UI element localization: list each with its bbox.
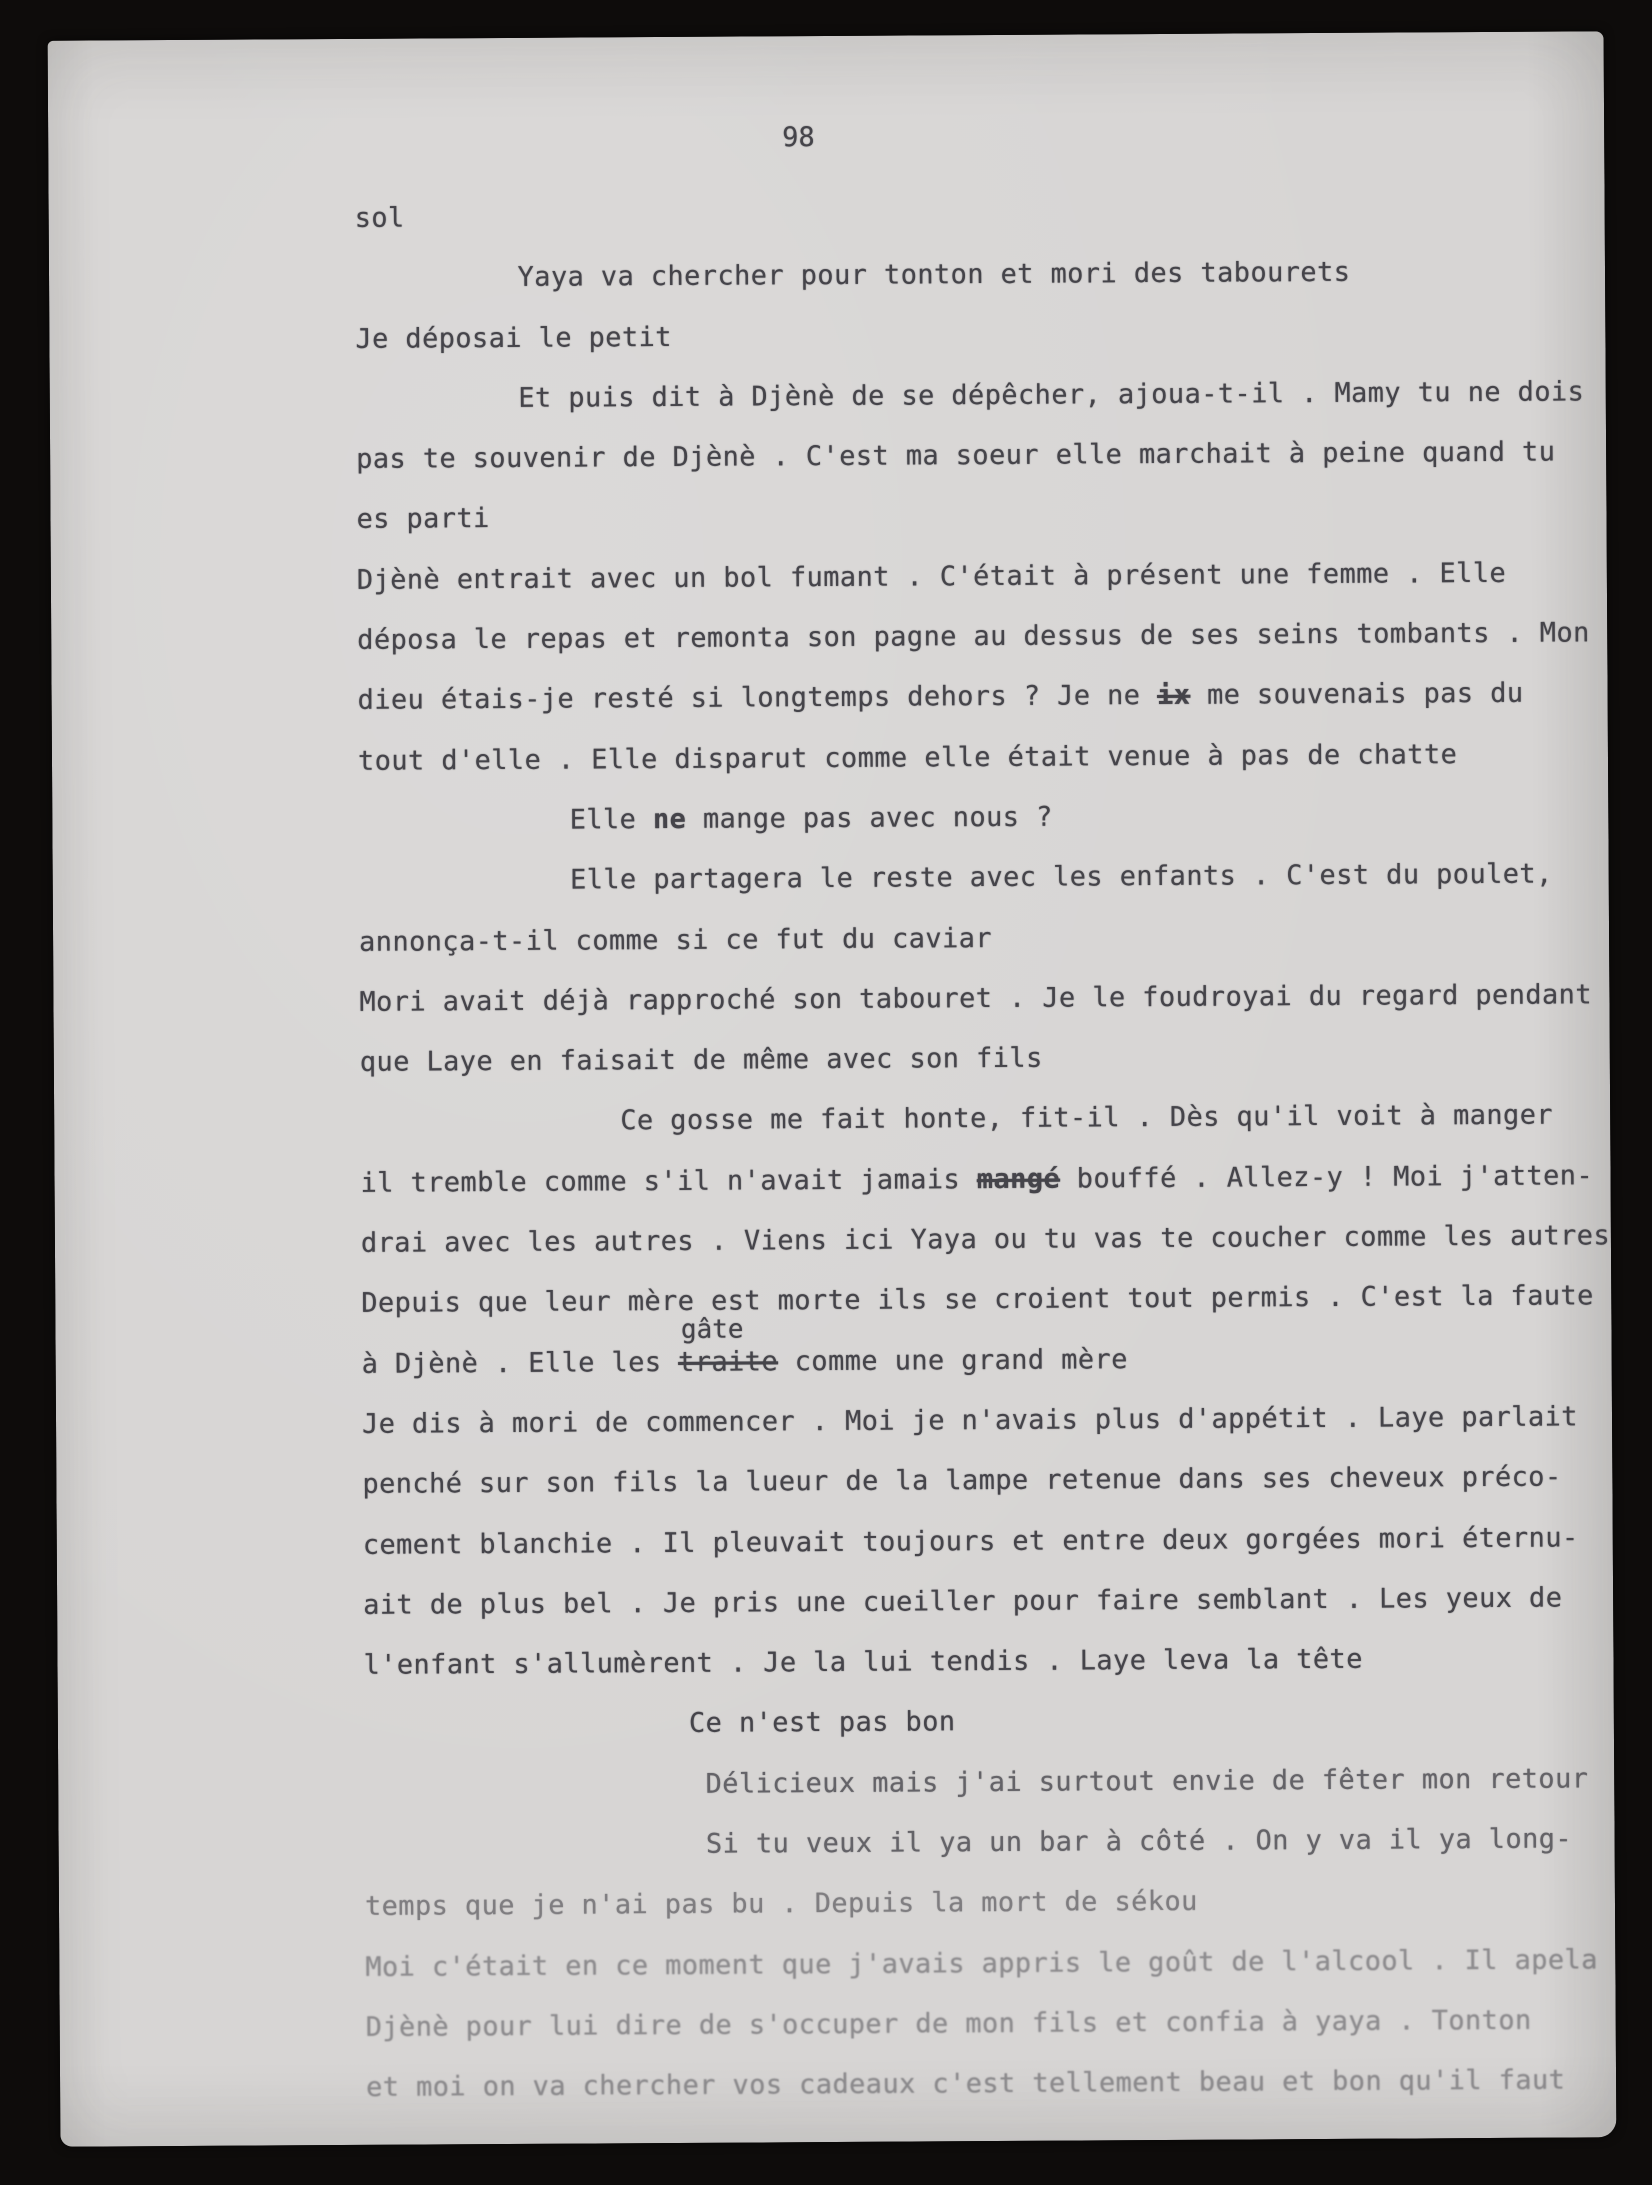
text-segment: annonça-t-il comme si ce fut du caviar <box>358 922 993 958</box>
text-line <box>356 483 1596 551</box>
text-segment: Djènè pour lui dire de s'occuper de mon fils et confia à yaya . Tonton <box>365 2004 1532 2043</box>
text-line <box>357 664 1597 732</box>
text-line <box>355 302 1595 370</box>
text-line <box>360 1025 1600 1093</box>
text-segment: à Djènè . Elle les <box>361 1346 679 1380</box>
corrected-word: ix <box>1156 680 1191 712</box>
text-segment: Délicieux mais j'ai surtout envie de fêter mon retour <box>705 1763 1589 1800</box>
text-line <box>358 724 1598 792</box>
corrected-word: mangé <box>976 1163 1061 1195</box>
text-line <box>360 1206 1611 1274</box>
text-line <box>362 1448 1602 1516</box>
text-segment: bouffé . Allez-y ! Moi j'atten- <box>1059 1160 1594 1195</box>
text-segment: Si tu veux il ya un bar à côté . On y va il ya long- <box>705 1823 1573 1860</box>
text-segment: Djènè entrait avec un bol fumant . C'était à présent une femme . Elle <box>356 557 1507 596</box>
text-line <box>361 1267 1601 1335</box>
text-segment: Yaya va chercher pour tonton et mori des tabourets <box>517 257 1351 294</box>
text-segment: Elle <box>569 804 654 836</box>
text-line <box>362 1387 1602 1455</box>
text-segment: temps que je n'ai pas bu . Depuis la mort de sékou <box>364 1886 1198 1923</box>
text-segment: Elle partagera le reste avec les enfants . C'est du poulet, <box>569 858 1553 896</box>
text-segment: dieu étais-je resté si longtemps dehors ? Je ne <box>357 680 1158 717</box>
text-line <box>357 543 1597 611</box>
text-segment: l'enfant s'allumèrent . Je la lui tendis . Laye leva la tête <box>363 1643 1363 1681</box>
typewritten-text <box>354 181 1611 2118</box>
correction-group <box>678 1314 779 1393</box>
text-segment: mange pas avec nous ? <box>686 801 1053 835</box>
text-segment: pas te souvenir de Djènè . C'est ma soeur elle marchait à peine quand tu <box>356 436 1556 476</box>
text-line <box>364 1689 1604 1757</box>
text-line <box>366 2050 1606 2118</box>
text-segment: drai avec les autres . Viens ici Yaya ou tu vas te coucher comme les autres <box>360 1220 1611 1259</box>
text-segment: me souvenais pas du <box>1190 678 1524 712</box>
text-line <box>356 362 1596 430</box>
text-line <box>359 845 1599 913</box>
text-line <box>364 1809 1604 1877</box>
text-segment: déposa le repas et remonta son pagne au dessus de ses seins tombants . Mon <box>357 617 1590 656</box>
text-segment: Ce n'est pas bon <box>688 1706 956 1740</box>
text-segment: es parti <box>356 503 490 536</box>
text-segment: il tremble comme s'il n'avait jamais <box>360 1163 977 1199</box>
text-segment: que Laye en faisait de même avec son fils <box>359 1042 1043 1079</box>
text-line <box>359 905 1599 973</box>
text-line <box>355 242 1595 310</box>
text-segment: Moi c'était en ce moment que j'avais appris le goût de l'alcool . Il apela <box>365 1943 1598 1983</box>
text-line <box>365 1930 1605 1998</box>
text-line <box>358 784 1598 852</box>
text-segment: penché sur son fils la lueur de la lampe retenue dans ses cheveux préco- <box>362 1461 1562 1501</box>
document-page <box>48 31 1617 2146</box>
text-line <box>354 181 1594 249</box>
page-number: 98 <box>782 122 815 154</box>
text-line <box>364 1749 1604 1817</box>
text-segment: Je déposai le petit <box>355 321 672 355</box>
text-segment: Ce gosse me fait honte, fit-il . Dès qu'il voit à manger <box>620 1100 1554 1137</box>
text-line <box>359 965 1599 1033</box>
text-line <box>363 1508 1603 1576</box>
text-line <box>361 1314 1601 1395</box>
text-segment: Et puis dit à Djènè de se dépêcher, ajoua-t-il . Mamy tu ne dois <box>518 376 1585 414</box>
text-segment: et moi on va chercher vos cadeaux c'est tellement beau et bon qu'il faut <box>365 2064 1566 2104</box>
text-line <box>360 1086 1600 1154</box>
text-line <box>356 423 1596 491</box>
text-line <box>363 1568 1603 1636</box>
text-segment: Mori avait déjà rapproché son tabouret . Je le foudroyai du regard pendant <box>359 979 1593 1018</box>
text-segment: ait de plus bel . Je pris une cueiller pour faire semblant . Les yeux de <box>363 1582 1563 1621</box>
corrected-word: traite <box>678 1345 779 1378</box>
text-line <box>360 1146 1600 1214</box>
text-line <box>366 1990 1606 2058</box>
text-line <box>357 603 1597 671</box>
text-line <box>363 1628 1603 1696</box>
inserted-word: gâte <box>680 1314 744 1345</box>
text-segment: comme une grand mère <box>777 1343 1128 1377</box>
text-segment: Depuis que leur mère est morte ils se croient tout permis . C'est la faute <box>361 1280 1594 1320</box>
text-segment: tout d'elle . Elle disparut comme elle était venue à pas de chatte <box>357 738 1458 777</box>
text-segment: cement blanchie . Il pleuvait toujours et entre deux gorgées mori éternu- <box>362 1521 1579 1561</box>
corrected-word: ne <box>652 803 687 836</box>
text-line <box>365 1870 1605 1938</box>
text-segment: Je dis à mori de commencer . Moi je n'avais plus d'appétit . Laye parlait <box>361 1401 1578 1440</box>
text-segment: sol <box>354 202 405 234</box>
